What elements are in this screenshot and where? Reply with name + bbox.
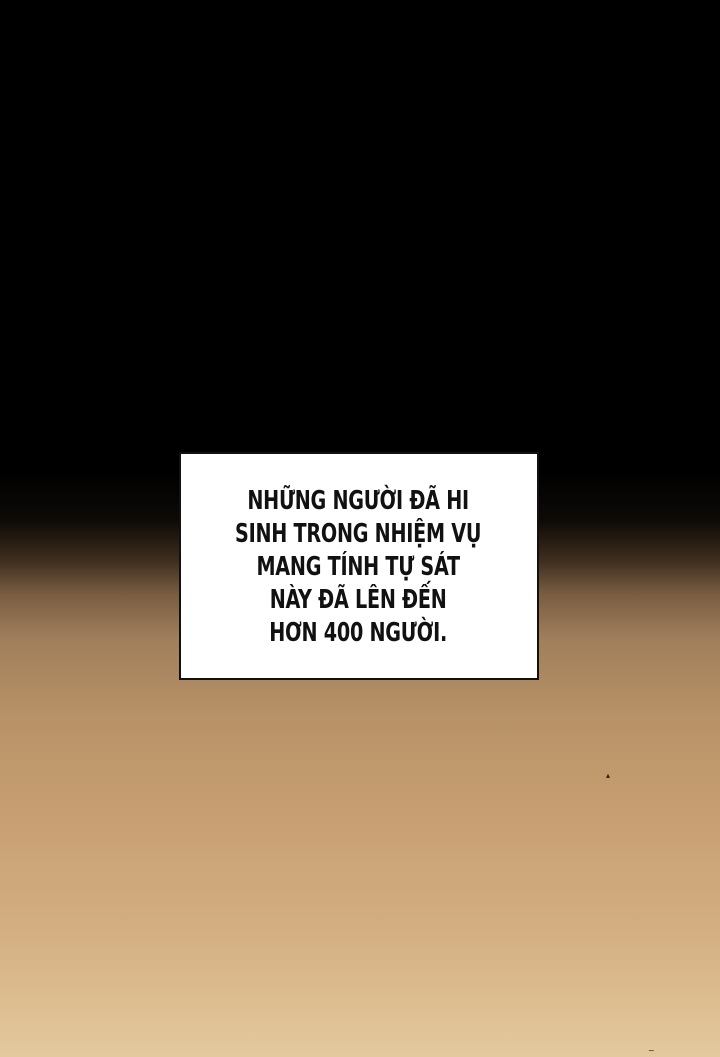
caption-line: NÀY ĐÃ LÊN ĐẾN [269,584,447,615]
dust-speck: ▴ [606,771,611,780]
caption-line: HƠN 400 NGƯỜI. [269,617,447,648]
narration-caption-box [179,452,539,680]
caption-line: NHỮNG NGƯỜI ĐÃ HI [247,485,469,516]
caption-line: SINH TRONG NHIỆM VỤ [234,518,482,549]
caption-line: MANG TÍNH TỰ SÁT [256,551,460,582]
dust-speck: ~ [648,1046,655,1055]
narration-caption-text [235,485,481,650]
